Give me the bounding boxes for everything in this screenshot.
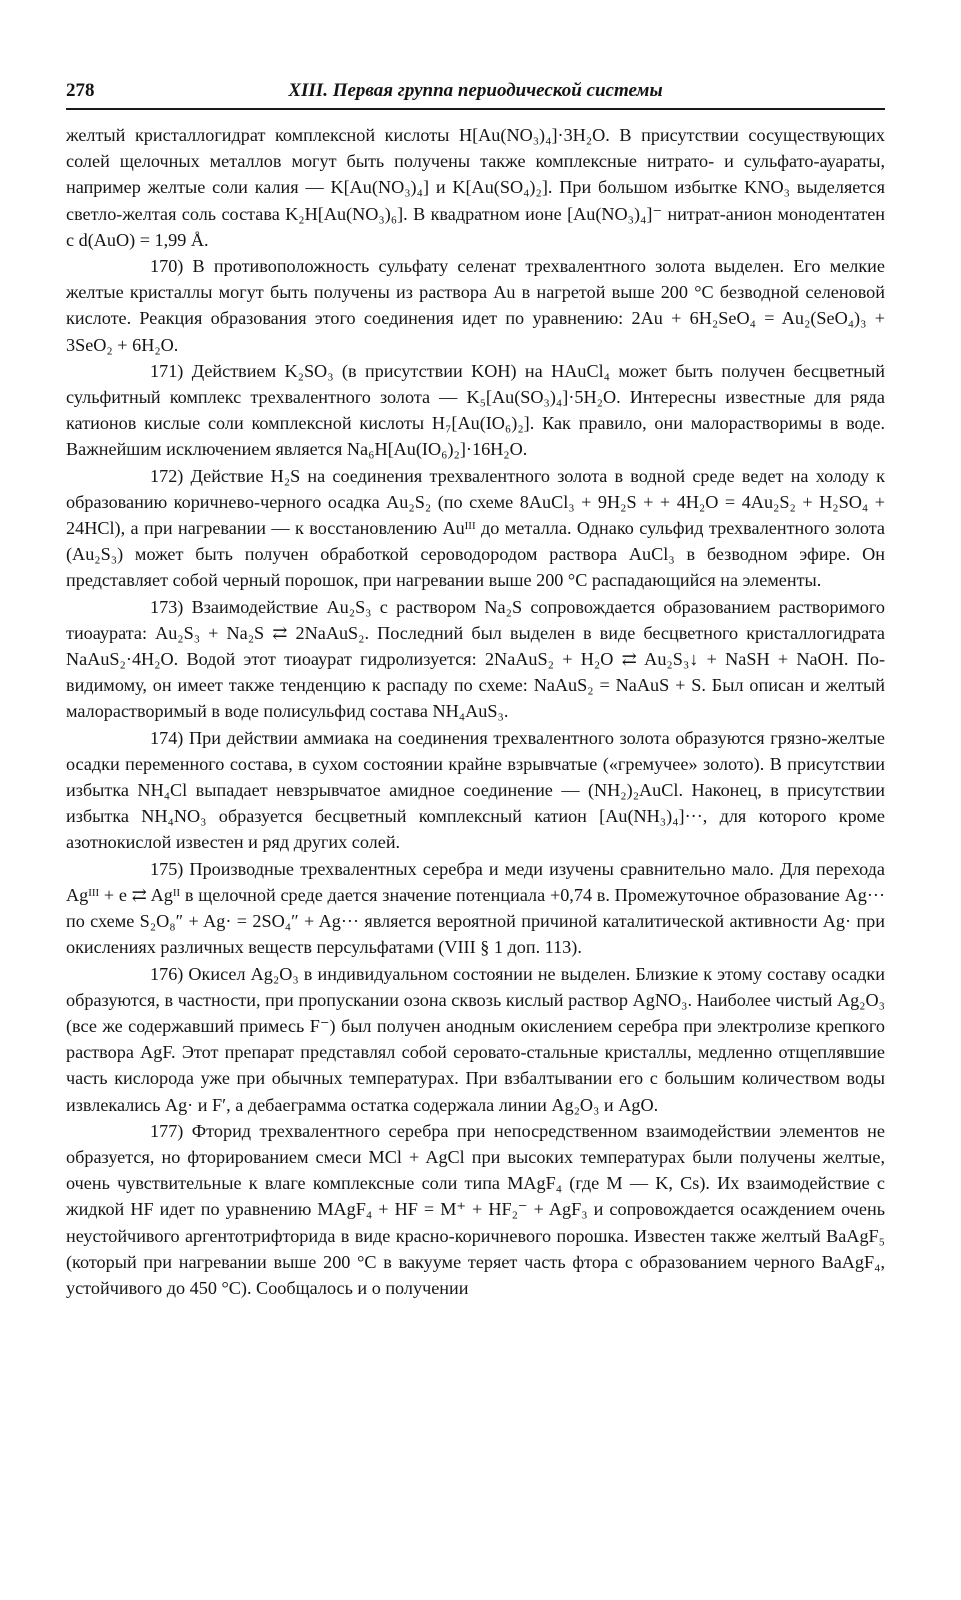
page-body — [66, 122, 885, 1301]
paragraph-176: 176) Окисел Ag₂O₃ в индивидуальном состоянии не выделен. Близкие к этому составу осадки образуются, в частности, при пропускании озона сквозь кислый раствор AgNO₃. Наиболее чистый Ag₂O₃ (все же содержавший примесь F⁻) был получен анодным окислением серебра при электролизе крепкого раствора AgF. Этот препарат представлял собой серовато-стальные кристаллы, медленно отщеплявшие часть кислорода уже при обычных температурах. При взбалтывании его с большим количеством воды извлекались Ag· и F′, а дебаеграмма остатка содержала линии Ag₂O₃ и AgO. — [66, 963, 885, 1115]
page-number: 278 — [66, 80, 95, 101]
page-header — [66, 78, 885, 110]
paragraph-173: 173) Взаимодействие Au₂S₃ с раствором Na₂S сопровождается образованием растворимого тиоаурата: Au₂S₃ + Na₂S ⇄ 2NaAuS₂. Последний был выделен в виде бесцветного кристаллогидрата NaAuS₂·4H₂O. Водой этот тиоаурат гидролизуется: 2NaAuS₂ + H₂O ⇄ Au₂S₃↓ + NaSH + NaOH. По-видимому, он имеет также тенденцию к распаду по схеме: NaAuS₂ = NaAuS + S. Был описан и желтый малорастворимый в воде полисульфид состава NH₄AuS₃. — [66, 596, 885, 722]
paragraph-continued: желтый кристаллогидрат комплексной кислоты H[Au(NO₃)₄]·3H₂O. В присутствии сосуществующих солей щелочных металлов могут быть получены также комплексные нитрато- и сульфато-ауараты, например желтые соли калия — K[Au(NO₃)₄] и K[Au(SO₄)₂]. При большом избытке KNO₃ выделяется светло-желтая соль состава K₂H[Au(NO₃)₆]. В квадратном ионе [Au(NO₃)₄]⁻ нитрат-анион монодентатен с d(AuO) = 1,99 Å. — [66, 125, 885, 250]
paragraph-172: 172) Действие H₂S на соединения трехвалентного золота в водной среде ведет на холоду к образованию коричнево-черного осадка Au₂S₂ (по схеме 8AuCl₃ + 9H₂S + + 4H₂O = 4Au₂S₂ + H₂SO₄ + 24HCl), а при нагревании — к восстановлению Auᴵᴵᴵ до металла. Однако сульфид трехвалентного золота (Au₂S₃) может быть получен обработкой сероводородом раствора AuCl₃ в безводном эфире. Он представляет собой черный порошок, при нагревании выше 200 °C распадающийся на элементы. — [66, 465, 885, 591]
paragraph-175: 175) Производные трехвалентных серебра и меди изучены сравнительно мало. Для перехода Agᴵᴵᴵ + e ⇄ Agᴵᴵ в щелочной среде дается значение потенциала +0,74 в. Промежуточное образование Ag··· по схеме S₂O₈″ + Ag· = 2SO₄″ + Ag··· является вероятной причиной каталитической активности Ag· при окислениях различных веществ персульфатами (VIII § 1 доп. 113). — [66, 858, 885, 958]
paragraph-171: 171) Действием K₂SO₃ (в присутствии KOH) на HAuCl₄ может быть получен бесцветный сульфитный комплекс трехвалентного золота — K₅[Au(SO₃)₄]·5H₂O. Интересны известные для ряда катионов кислые соли комплексной кислоты H₇[Au(IO₆)₂]. Как правило, они малорастворимы в воде. Важнейшим исключением является Na₆H[Au(IO₆)₂]·16H₂O. — [66, 360, 885, 460]
paragraph-170: 170) В противоположность сульфату селенат трехвалентного золота выделен. Его мелкие желтые кристаллы могут быть получены из раствора Au в нагретой выше 200 °C безводной селеновой кислоте. Реакция образования этого соединения идет по уравнению: 2Au + 6H₂SeO₄ = Au₂(SeO₄)₃ + 3SeO₂ + 6H₂O. — [66, 256, 885, 355]
running-title: XIII. Первая группа периодической системы — [288, 80, 663, 101]
paragraph-177: 177) Фторид трехвалентного серебра при непосредственном взаимодействии элементов не образуется, но фторированием смеси MCl + AgCl при высоких температурах были получены желтые, очень чувствительные к влаге комплексные соли типа MAgF₄ (где M — K, Cs). Их взаимодействие с жидкой HF идет по уравнению MAgF₄ + HF = M⁺ + HF₂⁻ + AgF₃ и сопровождается осаждением очень неустойчивого аргентотрифторида в виде красно-коричневого порошка. Известен также желтый BaAgF₅ (который при нагревании выше 200 °C в вакууме теряет часть фтора с образованием черного BaAgF₄, устойчивого до 450 °C). Сообщалось и о получении — [66, 1120, 885, 1298]
paragraph-174: 174) При действии аммиака на соединения трехвалентного золота образуются грязно-желтые осадки переменного состава, в сухом состоянии крайне взрывчатые («гремучее» золото). В присутствии избытка NH₄Cl выпадает невзрывчатое амидное соединение — (NH₂)₂AuCl. Наконец, в присутствии избытка NH₄NO₃ образуется бесцветный комплексный катион [Au(NH₃)₄]···, для которого кроме азотнокислой известен и ряд других солей. — [66, 727, 885, 853]
